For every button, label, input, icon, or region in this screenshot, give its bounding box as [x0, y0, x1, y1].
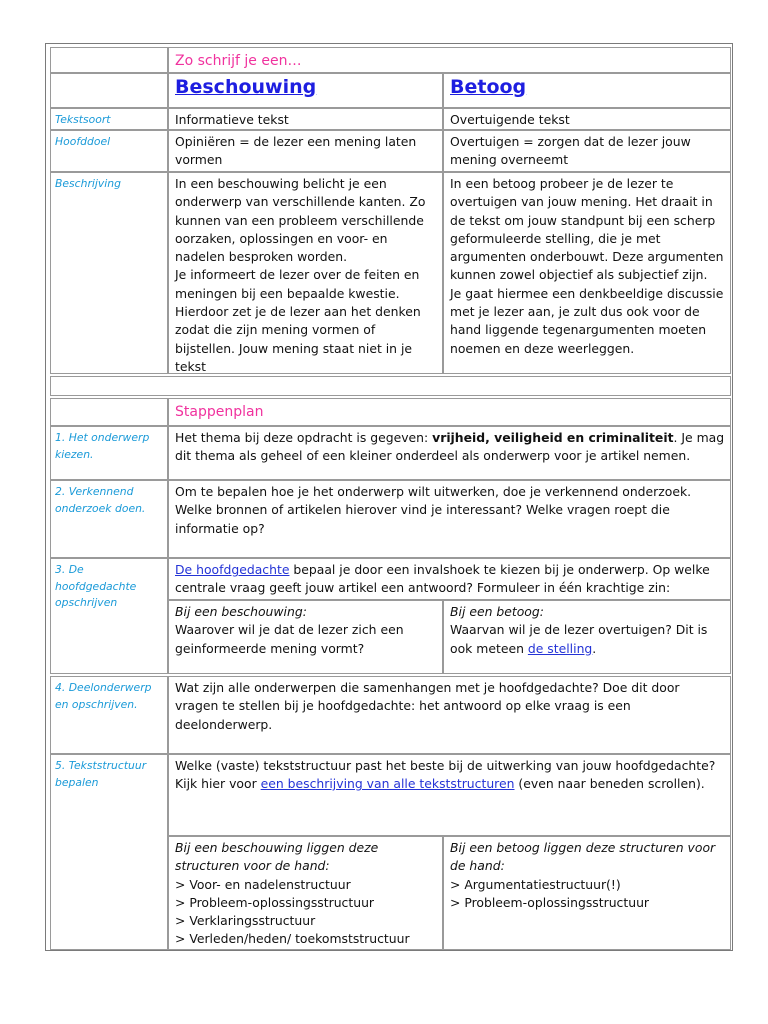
step-4-text: Wat zijn alle onderwerpen die samenhangen met je hoofdgedachte? Doe dit door vragen te stellen bij je hoofdgedachte: het antwoord op elke vraag is een deelonderwerp.	[168, 676, 731, 754]
beschrijving-betoog: In een betoog probeer je de lezer te overtuigen van jouw mening. Het draait in de tekst om jouw standpunt bij een scherp geformuleerde stelling, die je met argumenten onderbouwt. Deze argumenten kunnen zowel objectief als subjectief zijn. Je gaat hiermee een denkbeeldige discussie met je lezer aan, je zult dus ook voor de hand liggende tegenargumenten moeten noemen en deze weerleggen.	[443, 172, 731, 374]
step-1-theme: vrijheid, veiligheid en criminaliteit	[432, 430, 674, 445]
step-3-beschouwing-title: Bij een beschouwing:	[175, 604, 307, 619]
beschrijving-beschouwing: In een beschouwing belicht je een onderwerp van verschillende kanten. Zo kunnen van een probleem verschillende oorzaken, oplossingen en voor- en nadelen besproken worden. Je informeert de lezer over de feiten en meningen bij een bepaalde kwestie. Hierdoor zet je de lezer aan het denken zodat die zijn mening vormen of bijstellen. Jouw mening staat niet in je tekst	[168, 172, 443, 374]
step-3-beschouwing	[168, 600, 443, 674]
step-5-text	[168, 754, 731, 836]
document-title: Zo schrijf je een…	[168, 47, 731, 73]
label-beschrijving: Beschrijving	[50, 172, 168, 374]
stelling-link[interactable]: de stelling	[527, 640, 593, 656]
list-item: > Argumentatiestructuur(!)	[450, 876, 621, 892]
step-3-betoog-text: Waarvan wil je de lezer overtuigen? Dit is ook meteen	[450, 622, 708, 656]
list-item: > Probleem-oplossingsstructuur	[450, 894, 650, 910]
step-3-text	[168, 558, 731, 600]
list-item: > Verklaringsstructuur	[175, 913, 316, 929]
step-1-text	[168, 426, 731, 480]
step-5-beschouwing	[168, 836, 443, 950]
step-5-betoog	[443, 836, 731, 950]
step-1-text-rest: . Je mag dit thema als geheel of een kleiner onderdeel als onderwerp voor je artikel nemen.	[175, 430, 725, 464]
empty-label-cell	[50, 73, 168, 108]
list-item: > Verleden/heden/ toekomststructuur	[175, 931, 410, 947]
step-3-betoog	[443, 600, 731, 674]
step-1-text-intro: Het thema bij deze opdracht is gegeven:	[175, 430, 433, 445]
step-2-text: Om te bepalen hoe je het onderwerp wilt uitwerken, doe je verkennend onderzoek. Welke bronnen of artikelen hierover vind je interessant? Welke vragen roept die informatie op?	[168, 480, 731, 558]
tekstsoort-beschouwing: Informatieve tekst	[168, 108, 443, 130]
step-3-text-body: bepaal je door een invalshoek te kiezen bij je onderwerp. Op welke centrale vraag geeft jouw artikel een antwoord? Formuleer in één krachtige zin:	[175, 562, 710, 596]
label-hoofddoel: Hoofddoel	[50, 130, 168, 172]
step-3-betoog-title: Bij een betoog:	[450, 604, 544, 619]
spacer-row	[50, 376, 731, 396]
label-step-5: 5. Tekststructuur bepalen	[50, 754, 168, 950]
label-step-4: 4. Deelonderwerp en opschrijven.	[50, 676, 168, 754]
empty-label-cell	[50, 398, 168, 426]
hoofddoel-betoog: Overtuigen = zorgen dat de lezer jouw mening overneemt	[443, 130, 731, 172]
step-5-text-intro: Welke (vaste) tekststructuur past het beste bij de uitwerking van jouw hoofdgedachte? Kijk hier voor	[175, 758, 716, 792]
step-3-betoog-end: .	[592, 640, 597, 656]
tekstsoort-betoog: Overtuigende tekst	[443, 108, 731, 130]
hoofdgedachte-link[interactable]: De hoofdgedachte	[175, 562, 290, 577]
empty-label-cell	[50, 47, 168, 73]
tekststructuren-link[interactable]: een beschrijving van alle tekststructuren	[260, 776, 515, 792]
step-5-text-rest: (even naar beneden scrollen).	[514, 776, 705, 792]
label-step-3: 3. De hoofdgedachte opschrijven	[50, 558, 168, 674]
label-step-1: 1. Het onderwerp kiezen.	[50, 426, 168, 480]
hoofddoel-beschouwing: Opiniëren = de lezer een mening laten vormen	[168, 130, 443, 172]
heading-betoog: Betoog	[443, 73, 731, 108]
list-item: > Voor- en nadelenstructuur	[175, 876, 351, 892]
heading-beschouwing: Beschouwing	[168, 73, 443, 108]
step-3-beschouwing-text: Waarover wil je dat de lezer zich een geinformeerde mening vormt?	[175, 622, 404, 656]
list-item: > Probleem-oplossingsstructuur	[175, 894, 375, 910]
stappenplan-title: Stappenplan	[168, 398, 731, 426]
label-tekstsoort: Tekstsoort	[50, 108, 168, 130]
step-5-beschouwing-title: Bij een beschouwing liggen deze structuren voor de hand:	[175, 840, 379, 874]
label-step-2: 2. Verkennend onderzoek doen.	[50, 480, 168, 558]
step-5-betoog-title: Bij een betoog liggen deze structuren voor de hand:	[450, 840, 716, 874]
